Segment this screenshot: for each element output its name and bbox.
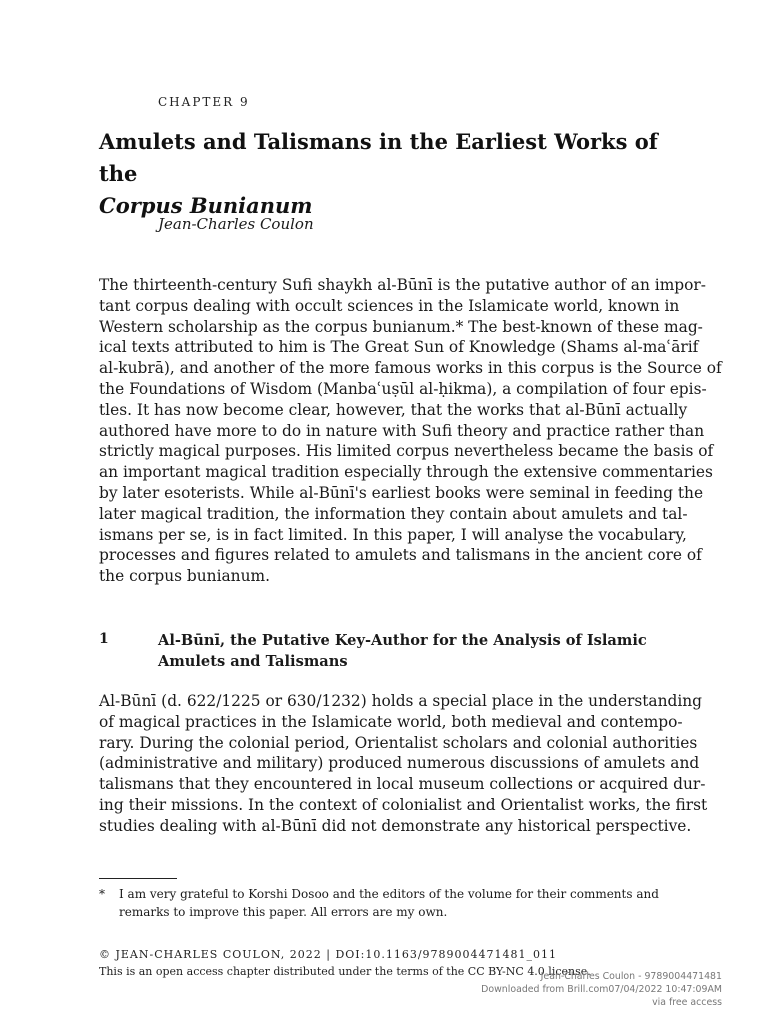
text-line: studies dealing with al-Būnī did not demonstrate any historical perspective.	[99, 816, 692, 835]
text-line: ing their missions. In the context of colonialist and Orientalist works, the first	[99, 795, 708, 814]
text-line: The thirteenth-century Sufi shaykh al-Būnī is the putative author of an impor-	[99, 276, 706, 294]
chapter-label: CHAPTER 9	[158, 95, 250, 109]
text-line: the Foundations of Wisdom (Manbaʿuṣūl al-ḥikma), a compilation of four epis-	[99, 379, 707, 398]
text-line: ismans per se, is in fact limited. In this paper, I will analyse the vocabulary,	[99, 525, 687, 544]
text-line: strictly magical purposes. His limited corpus nevertheless became the basis of	[99, 442, 714, 461]
section-heading-line2: Amulets and Talismans	[158, 653, 348, 670]
text-line: (administrative and military) produced numerous discussions of amulets and	[99, 754, 700, 773]
author-name: Jean-Charles Coulon	[158, 215, 314, 233]
text-line: tles. It has now become clear, however, that the works that al-Būnī actually	[99, 400, 688, 419]
text-line: of magical practices in the Islamicate world, both medieval and contempo-	[99, 712, 683, 731]
footnote-rule	[99, 878, 177, 879]
chapter-title-line1: Amulets and Talismans in the Earliest Works of the	[99, 129, 658, 186]
copyright-line: © JEAN-CHARLES COULON, 2022 | DOI:10.1163/9789004471481_011	[99, 948, 558, 961]
section-heading	[158, 630, 678, 672]
text-line: later magical tradition, the information they contain about amulets and tal-	[99, 504, 688, 523]
text-line: by later esoterists. While al-Būnī's earliest books were seminal in feeding the	[99, 483, 704, 502]
stamp-line: via free access	[652, 997, 722, 1008]
chapter-title	[99, 126, 699, 222]
text-line: rary. During the colonial period, Orientalist scholars and colonial authorities	[99, 733, 698, 752]
section-paragraph	[99, 691, 708, 837]
text-line: al-kubrā), and another of the more famous works in this corpus is the Source of	[99, 359, 722, 378]
text-line: processes and figures related to amulets and talismans in the ancient core of	[99, 546, 702, 565]
text-line: the corpus bunianum.	[99, 567, 270, 586]
chapter-title-line2: Corpus Bunianum	[99, 193, 313, 218]
section-number: 1	[99, 631, 109, 647]
text-line: tant corpus dealing with occult sciences in the Islamicate world, known in	[99, 296, 680, 315]
stamp-line: Jean-Charles Coulon - 9789004471481	[540, 971, 722, 982]
text-line: Al-Būnī (d. 622/1225 or 630/1232) holds a special place in the understanding	[99, 692, 703, 710]
intro-paragraph	[99, 275, 722, 587]
license-line: This is an open access chapter distributed under the terms of the CC BY-NC 4.0 license.	[99, 965, 591, 978]
footnote-mark: *	[99, 887, 105, 901]
stamp-line: Downloaded from Brill.com07/04/2022 10:47:09AM	[481, 984, 722, 995]
footnote-text: I am very grateful to Korshi Dosoo and the editors of the volume for their comments and remarks to improve this paper. All errors are my own.	[119, 887, 659, 919]
section-heading-line1: Al-Būnī, the Putative Key-Author for the Analysis of Islamic	[158, 632, 647, 649]
text-line: authored have more to do in nature with Sufi theory and practice rather than	[99, 421, 705, 440]
download-stamp	[462, 970, 722, 1009]
text-line: talismans that they encountered in local museum collections or acquired dur-	[99, 775, 706, 794]
text-line: ical texts attributed to him is The Great Sun of Knowledge (Shams al-maʿārif	[99, 338, 699, 357]
text-line: Western scholarship as the corpus bunianum.* The best-known of these mag-	[99, 317, 703, 336]
text-line: an important magical tradition especially through the extensive commentaries	[99, 463, 713, 482]
footnote	[99, 885, 670, 921]
